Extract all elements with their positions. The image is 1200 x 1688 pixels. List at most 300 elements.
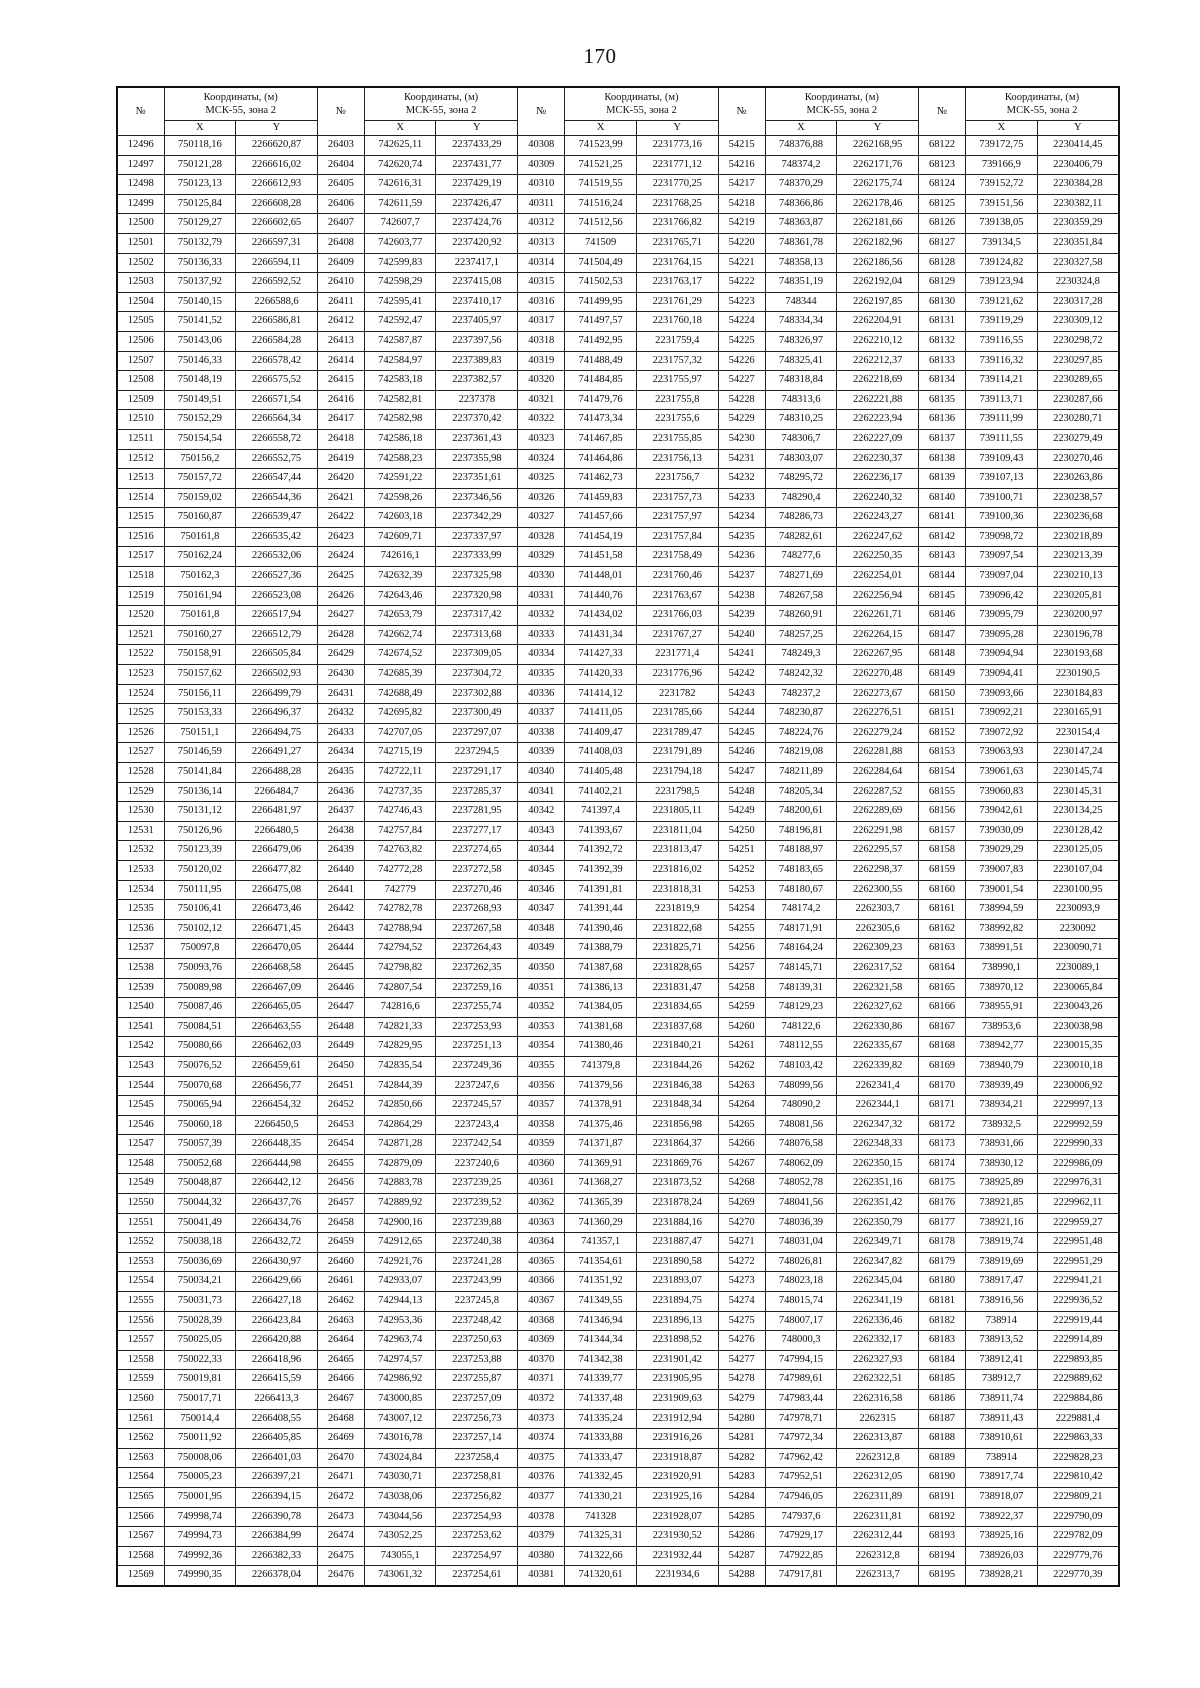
x-coordinate-cell: 748358,13 <box>765 253 837 273</box>
x-coordinate-cell: 748052,78 <box>765 1174 837 1194</box>
point-number-cell: 26403 <box>317 136 364 156</box>
point-number-cell: 40343 <box>518 821 565 841</box>
point-number-cell: 40341 <box>518 782 565 802</box>
x-coordinate-cell: 741379,8 <box>565 1056 637 1076</box>
point-number-cell: 26448 <box>317 1017 364 1037</box>
y-coordinate-cell: 2229863,33 <box>1037 1429 1119 1449</box>
point-number-cell: 68179 <box>919 1252 966 1272</box>
point-number-cell: 26424 <box>317 547 364 567</box>
column-header-x: X <box>966 121 1038 136</box>
x-coordinate-cell: 739094,94 <box>966 645 1038 665</box>
x-coordinate-cell: 748376,88 <box>765 136 837 156</box>
point-number-cell: 26436 <box>317 782 364 802</box>
point-number-cell: 12549 <box>117 1174 164 1194</box>
y-coordinate-cell: 2231894,75 <box>636 1292 718 1312</box>
y-coordinate-cell: 2266463,55 <box>236 1017 318 1037</box>
point-number-cell: 54255 <box>718 919 765 939</box>
point-number-cell: 12509 <box>117 390 164 410</box>
x-coordinate-cell: 748370,29 <box>765 175 837 195</box>
point-number-cell: 68171 <box>919 1096 966 1116</box>
y-coordinate-cell: 2231768,25 <box>636 194 718 214</box>
y-coordinate-cell: 2237270,46 <box>436 880 518 900</box>
x-coordinate-cell: 739116,32 <box>966 351 1038 371</box>
x-coordinate-cell: 741354,61 <box>565 1252 637 1272</box>
point-number-cell: 40334 <box>518 645 565 665</box>
y-coordinate-cell: 2262171,76 <box>837 155 919 175</box>
x-coordinate-cell: 742616,1 <box>364 547 436 567</box>
y-coordinate-cell: 2262344,1 <box>837 1096 919 1116</box>
x-coordinate-cell: 750162,24 <box>164 547 236 567</box>
point-number-cell: 26470 <box>317 1448 364 1468</box>
point-number-cell: 12532 <box>117 841 164 861</box>
y-coordinate-cell: 2266578,42 <box>236 351 318 371</box>
point-number-cell: 68166 <box>919 998 966 1018</box>
x-coordinate-cell: 739096,42 <box>966 586 1038 606</box>
table-row <box>117 214 1119 234</box>
x-coordinate-cell: 747929,17 <box>765 1527 837 1547</box>
y-coordinate-cell: 2231818,31 <box>636 880 718 900</box>
y-coordinate-cell: 2262309,23 <box>837 939 919 959</box>
x-coordinate-cell: 738922,37 <box>966 1507 1038 1527</box>
point-number-cell: 40373 <box>518 1409 565 1429</box>
x-coordinate-cell: 742582,98 <box>364 410 436 430</box>
y-coordinate-cell: 2231909,63 <box>636 1390 718 1410</box>
x-coordinate-cell: 748344 <box>765 292 837 312</box>
x-coordinate-cell: 750126,96 <box>164 821 236 841</box>
x-coordinate-cell: 738918,07 <box>966 1487 1038 1507</box>
y-coordinate-cell: 2262348,33 <box>837 1135 919 1155</box>
x-coordinate-cell: 750005,23 <box>164 1468 236 1488</box>
point-number-cell: 54230 <box>718 429 765 449</box>
x-coordinate-cell: 741408,03 <box>565 743 637 763</box>
y-coordinate-cell: 2230236,68 <box>1037 508 1119 528</box>
point-number-cell: 26414 <box>317 351 364 371</box>
y-coordinate-cell: 2230317,28 <box>1037 292 1119 312</box>
table-row <box>117 1017 1119 1037</box>
x-coordinate-cell: 748303,07 <box>765 449 837 469</box>
x-coordinate-cell: 741420,33 <box>565 665 637 685</box>
point-number-cell: 68186 <box>919 1390 966 1410</box>
point-number-cell: 12506 <box>117 331 164 351</box>
y-coordinate-cell: 2231782 <box>636 684 718 704</box>
point-number-cell: 26459 <box>317 1233 364 1253</box>
point-number-cell: 40322 <box>518 410 565 430</box>
y-coordinate-cell: 2266544,36 <box>236 488 318 508</box>
x-coordinate-cell: 742607,7 <box>364 214 436 234</box>
y-coordinate-cell: 2229936,52 <box>1037 1292 1119 1312</box>
x-coordinate-cell: 748366,86 <box>765 194 837 214</box>
table-row <box>117 1194 1119 1214</box>
y-coordinate-cell: 2230092 <box>1037 919 1119 939</box>
point-number-cell: 68129 <box>919 273 966 293</box>
x-coordinate-cell: 750093,76 <box>164 958 236 978</box>
x-coordinate-cell: 750132,79 <box>164 233 236 253</box>
point-number-cell: 40377 <box>518 1487 565 1507</box>
x-coordinate-cell: 739063,93 <box>966 743 1038 763</box>
table-row <box>117 469 1119 489</box>
point-number-cell: 40367 <box>518 1292 565 1312</box>
point-number-cell: 54272 <box>718 1252 765 1272</box>
y-coordinate-cell: 2262186,56 <box>837 253 919 273</box>
point-number-cell: 26420 <box>317 469 364 489</box>
x-coordinate-cell: 742603,18 <box>364 508 436 528</box>
x-coordinate-cell: 750121,28 <box>164 155 236 175</box>
x-coordinate-cell: 748237,2 <box>765 684 837 704</box>
y-coordinate-cell: 2231755,97 <box>636 371 718 391</box>
point-number-cell: 68161 <box>919 900 966 920</box>
point-number-cell: 26456 <box>317 1174 364 1194</box>
x-coordinate-cell: 741335,24 <box>565 1409 637 1429</box>
y-coordinate-cell: 2262300,55 <box>837 880 919 900</box>
point-number-cell: 40357 <box>518 1096 565 1116</box>
point-number-cell: 68154 <box>919 763 966 783</box>
table-row <box>117 136 1119 156</box>
point-number-cell: 40375 <box>518 1448 565 1468</box>
y-coordinate-cell: 2266616,02 <box>236 155 318 175</box>
x-coordinate-cell: 742611,59 <box>364 194 436 214</box>
column-header-y: Y <box>436 121 518 136</box>
x-coordinate-cell: 741440,76 <box>565 586 637 606</box>
y-coordinate-cell: 2230145,31 <box>1037 782 1119 802</box>
y-coordinate-cell: 2230270,46 <box>1037 449 1119 469</box>
y-coordinate-cell: 2237291,17 <box>436 763 518 783</box>
y-coordinate-cell: 2266575,52 <box>236 371 318 391</box>
y-coordinate-cell: 2230134,25 <box>1037 802 1119 822</box>
x-coordinate-cell: 748310,25 <box>765 410 837 430</box>
y-coordinate-cell: 2266432,72 <box>236 1233 318 1253</box>
y-coordinate-cell: 2266475,08 <box>236 880 318 900</box>
x-coordinate-cell: 742821,33 <box>364 1017 436 1037</box>
y-coordinate-cell: 2231763,17 <box>636 273 718 293</box>
y-coordinate-cell: 2262243,27 <box>837 508 919 528</box>
y-coordinate-cell: 2266390,78 <box>236 1507 318 1527</box>
y-coordinate-cell: 2262315 <box>837 1409 919 1429</box>
y-coordinate-cell: 2229986,09 <box>1037 1154 1119 1174</box>
y-coordinate-cell: 2262287,52 <box>837 782 919 802</box>
point-number-cell: 40376 <box>518 1468 565 1488</box>
x-coordinate-cell: 739100,71 <box>966 488 1038 508</box>
x-coordinate-cell: 743052,25 <box>364 1527 436 1547</box>
table-row <box>117 1154 1119 1174</box>
y-coordinate-cell: 2229770,39 <box>1037 1566 1119 1586</box>
x-coordinate-cell: 748205,34 <box>765 782 837 802</box>
x-coordinate-cell: 750038,18 <box>164 1233 236 1253</box>
point-number-cell: 68190 <box>919 1468 966 1488</box>
point-number-cell: 12551 <box>117 1213 164 1233</box>
y-coordinate-cell: 2262313,7 <box>837 1566 919 1586</box>
x-coordinate-cell: 748363,87 <box>765 214 837 234</box>
y-coordinate-cell: 2266612,93 <box>236 175 318 195</box>
x-coordinate-cell: 741387,68 <box>565 958 637 978</box>
point-number-cell: 68188 <box>919 1429 966 1449</box>
x-coordinate-cell: 739097,04 <box>966 567 1038 587</box>
x-coordinate-cell: 748224,76 <box>765 723 837 743</box>
point-number-cell: 12543 <box>117 1056 164 1076</box>
point-number-cell: 68184 <box>919 1350 966 1370</box>
x-coordinate-cell: 748374,2 <box>765 155 837 175</box>
point-number-cell: 40342 <box>518 802 565 822</box>
y-coordinate-cell: 2237258,81 <box>436 1468 518 1488</box>
y-coordinate-cell: 2229959,27 <box>1037 1213 1119 1233</box>
y-coordinate-cell: 2262267,95 <box>837 645 919 665</box>
x-coordinate-cell: 739007,83 <box>966 860 1038 880</box>
point-number-cell: 26458 <box>317 1213 364 1233</box>
x-coordinate-cell: 741516,24 <box>565 194 637 214</box>
x-coordinate-cell: 741479,76 <box>565 390 637 410</box>
y-coordinate-cell: 2262312,44 <box>837 1527 919 1547</box>
x-coordinate-cell: 741431,34 <box>565 625 637 645</box>
point-number-cell: 54265 <box>718 1115 765 1135</box>
y-coordinate-cell: 2237294,5 <box>436 743 518 763</box>
x-coordinate-cell: 742609,71 <box>364 527 436 547</box>
point-number-cell: 54266 <box>718 1135 765 1155</box>
x-coordinate-cell: 738919,69 <box>966 1252 1038 1272</box>
x-coordinate-cell: 742632,39 <box>364 567 436 587</box>
x-coordinate-cell: 741464,86 <box>565 449 637 469</box>
column-header-x: X <box>164 121 236 136</box>
y-coordinate-cell: 2231920,91 <box>636 1468 718 1488</box>
x-coordinate-cell: 748174,2 <box>765 900 837 920</box>
y-coordinate-cell: 2231757,84 <box>636 527 718 547</box>
point-number-cell: 12566 <box>117 1507 164 1527</box>
point-number-cell: 68158 <box>919 841 966 861</box>
point-number-cell: 54243 <box>718 684 765 704</box>
y-coordinate-cell: 2231773,16 <box>636 136 718 156</box>
y-coordinate-cell: 2262313,87 <box>837 1429 919 1449</box>
y-coordinate-cell: 2262339,82 <box>837 1056 919 1076</box>
point-number-cell: 12548 <box>117 1154 164 1174</box>
point-number-cell: 12552 <box>117 1233 164 1253</box>
x-coordinate-cell: 742598,29 <box>364 273 436 293</box>
x-coordinate-cell: 747937,6 <box>765 1507 837 1527</box>
point-number-cell: 68187 <box>919 1409 966 1429</box>
y-coordinate-cell: 2231761,29 <box>636 292 718 312</box>
point-number-cell: 54278 <box>718 1370 765 1390</box>
x-coordinate-cell: 748112,55 <box>765 1037 837 1057</box>
y-coordinate-cell: 2230287,66 <box>1037 390 1119 410</box>
point-number-cell: 12557 <box>117 1331 164 1351</box>
table-row <box>117 802 1119 822</box>
y-coordinate-cell: 2266470,05 <box>236 939 318 959</box>
y-coordinate-cell: 2262256,94 <box>837 586 919 606</box>
table-row <box>117 155 1119 175</box>
x-coordinate-cell: 748277,6 <box>765 547 837 567</box>
y-coordinate-cell: 2229893,85 <box>1037 1350 1119 1370</box>
point-number-cell: 26409 <box>317 253 364 273</box>
point-number-cell: 12555 <box>117 1292 164 1312</box>
point-number-cell: 68132 <box>919 331 966 351</box>
point-number-cell: 54267 <box>718 1154 765 1174</box>
y-coordinate-cell: 2230263,86 <box>1037 469 1119 489</box>
y-coordinate-cell: 2237302,88 <box>436 684 518 704</box>
table-row <box>117 1429 1119 1449</box>
point-number-cell: 40359 <box>518 1135 565 1155</box>
y-coordinate-cell: 2230279,49 <box>1037 429 1119 449</box>
x-coordinate-cell: 741368,27 <box>565 1174 637 1194</box>
y-coordinate-cell: 2262273,67 <box>837 684 919 704</box>
y-coordinate-cell: 2231789,47 <box>636 723 718 743</box>
x-coordinate-cell: 741360,29 <box>565 1213 637 1233</box>
y-coordinate-cell: 2237248,42 <box>436 1311 518 1331</box>
x-coordinate-cell: 741497,57 <box>565 312 637 332</box>
y-coordinate-cell: 2237420,92 <box>436 233 518 253</box>
column-group-header-coordinates <box>765 87 918 121</box>
point-number-cell: 12563 <box>117 1448 164 1468</box>
x-coordinate-cell: 742782,78 <box>364 900 436 920</box>
table-row <box>117 880 1119 900</box>
x-coordinate-cell: 742603,77 <box>364 233 436 253</box>
y-coordinate-cell: 2229992,59 <box>1037 1115 1119 1135</box>
point-number-cell: 12517 <box>117 547 164 567</box>
table-row <box>117 821 1119 841</box>
y-coordinate-cell: 2262335,67 <box>837 1037 919 1057</box>
x-coordinate-cell: 742583,18 <box>364 371 436 391</box>
point-number-cell: 40347 <box>518 900 565 920</box>
y-coordinate-cell: 2237405,97 <box>436 312 518 332</box>
point-number-cell: 26474 <box>317 1527 364 1547</box>
table-row <box>117 1350 1119 1370</box>
point-number-cell: 12502 <box>117 253 164 273</box>
y-coordinate-cell: 2262341,4 <box>837 1076 919 1096</box>
point-number-cell: 26451 <box>317 1076 364 1096</box>
y-coordinate-cell: 2231896,13 <box>636 1311 718 1331</box>
x-coordinate-cell: 748196,81 <box>765 821 837 841</box>
x-coordinate-cell: 739151,56 <box>966 194 1038 214</box>
y-coordinate-cell: 2262247,62 <box>837 527 919 547</box>
point-number-cell: 40344 <box>518 841 565 861</box>
y-coordinate-cell: 2266494,75 <box>236 723 318 743</box>
x-coordinate-cell: 741325,31 <box>565 1527 637 1547</box>
x-coordinate-cell: 739030,09 <box>966 821 1038 841</box>
y-coordinate-cell: 2237417,1 <box>436 253 518 273</box>
point-number-cell: 40335 <box>518 665 565 685</box>
y-coordinate-cell: 2230165,91 <box>1037 704 1119 724</box>
x-coordinate-cell: 750014,4 <box>164 1409 236 1429</box>
point-number-cell: 40380 <box>518 1546 565 1566</box>
x-coordinate-cell: 742595,41 <box>364 292 436 312</box>
x-coordinate-cell: 739111,99 <box>966 410 1038 430</box>
y-coordinate-cell: 2266454,32 <box>236 1096 318 1116</box>
x-coordinate-cell: 742829,95 <box>364 1037 436 1057</box>
point-number-cell: 40338 <box>518 723 565 743</box>
point-number-cell: 12497 <box>117 155 164 175</box>
y-coordinate-cell: 2262350,79 <box>837 1213 919 1233</box>
x-coordinate-cell: 742900,16 <box>364 1213 436 1233</box>
table-row <box>117 900 1119 920</box>
x-coordinate-cell: 741504,49 <box>565 253 637 273</box>
y-coordinate-cell: 2266539,47 <box>236 508 318 528</box>
point-number-cell: 26407 <box>317 214 364 234</box>
x-coordinate-cell: 741365,39 <box>565 1194 637 1214</box>
x-coordinate-cell: 742883,78 <box>364 1174 436 1194</box>
x-coordinate-cell: 738991,51 <box>966 939 1038 959</box>
y-coordinate-cell: 2266517,94 <box>236 606 318 626</box>
y-coordinate-cell: 2237378 <box>436 390 518 410</box>
table-row <box>117 351 1119 371</box>
point-number-cell: 12544 <box>117 1076 164 1096</box>
point-number-cell: 12507 <box>117 351 164 371</box>
table-row <box>117 684 1119 704</box>
y-coordinate-cell: 2266527,36 <box>236 567 318 587</box>
x-coordinate-cell: 741523,99 <box>565 136 637 156</box>
point-number-cell: 54219 <box>718 214 765 234</box>
point-number-cell: 54242 <box>718 665 765 685</box>
point-number-cell: 12520 <box>117 606 164 626</box>
x-coordinate-cell: 742944,13 <box>364 1292 436 1312</box>
point-number-cell: 12526 <box>117 723 164 743</box>
x-coordinate-cell: 741380,46 <box>565 1037 637 1057</box>
point-number-cell: 26410 <box>317 273 364 293</box>
y-coordinate-cell: 2262250,35 <box>837 547 919 567</box>
y-coordinate-cell: 2230089,1 <box>1037 958 1119 978</box>
x-coordinate-cell: 750036,69 <box>164 1252 236 1272</box>
point-number-cell: 12546 <box>117 1115 164 1135</box>
y-coordinate-cell: 2231759,4 <box>636 331 718 351</box>
point-number-cell: 68189 <box>919 1448 966 1468</box>
y-coordinate-cell: 2262264,15 <box>837 625 919 645</box>
x-coordinate-cell: 742921,76 <box>364 1252 436 1272</box>
x-coordinate-cell: 750052,68 <box>164 1154 236 1174</box>
point-number-cell: 54237 <box>718 567 765 587</box>
x-coordinate-cell: 739094,41 <box>966 665 1038 685</box>
column-group-header-coordinates <box>364 87 517 121</box>
point-number-cell: 40350 <box>518 958 565 978</box>
x-coordinate-cell: 739100,36 <box>966 508 1038 528</box>
table-row <box>117 1213 1119 1233</box>
point-number-cell: 26438 <box>317 821 364 841</box>
point-number-cell: 68123 <box>919 155 966 175</box>
point-number-cell: 40326 <box>518 488 565 508</box>
x-coordinate-cell: 749990,35 <box>164 1566 236 1586</box>
table-row <box>117 1331 1119 1351</box>
y-coordinate-cell: 2262192,04 <box>837 273 919 293</box>
point-number-cell: 68170 <box>919 1076 966 1096</box>
y-coordinate-cell: 2231932,44 <box>636 1546 718 1566</box>
point-number-cell: 40311 <box>518 194 565 214</box>
x-coordinate-cell: 748271,69 <box>765 567 837 587</box>
y-coordinate-cell: 2229990,33 <box>1037 1135 1119 1155</box>
x-coordinate-cell: 742794,52 <box>364 939 436 959</box>
point-number-cell: 40348 <box>518 919 565 939</box>
y-coordinate-cell: 2262254,01 <box>837 567 919 587</box>
point-number-cell: 68167 <box>919 1017 966 1037</box>
table-row <box>117 449 1119 469</box>
point-number-cell: 12535 <box>117 900 164 920</box>
point-number-cell: 54239 <box>718 606 765 626</box>
y-coordinate-cell: 2266481,97 <box>236 802 318 822</box>
point-number-cell: 26419 <box>317 449 364 469</box>
point-number-cell: 12505 <box>117 312 164 332</box>
point-number-cell: 68139 <box>919 469 966 489</box>
x-coordinate-cell: 741462,73 <box>565 469 637 489</box>
y-coordinate-cell: 2231898,52 <box>636 1331 718 1351</box>
y-coordinate-cell: 2229919,44 <box>1037 1311 1119 1331</box>
point-number-cell: 54286 <box>718 1527 765 1547</box>
point-number-cell: 26440 <box>317 860 364 880</box>
x-coordinate-cell: 741349,55 <box>565 1292 637 1312</box>
y-coordinate-cell: 2262351,16 <box>837 1174 919 1194</box>
x-coordinate-cell: 742685,39 <box>364 665 436 685</box>
point-number-cell: 12536 <box>117 919 164 939</box>
y-coordinate-cell: 2266450,5 <box>236 1115 318 1135</box>
y-coordinate-cell: 2237255,74 <box>436 998 518 1018</box>
point-number-cell: 40351 <box>518 978 565 998</box>
x-coordinate-cell: 739061,63 <box>966 763 1038 783</box>
y-coordinate-cell: 2237239,88 <box>436 1213 518 1233</box>
x-coordinate-cell: 750152,29 <box>164 410 236 430</box>
point-number-cell: 40312 <box>518 214 565 234</box>
x-coordinate-cell: 750102,12 <box>164 919 236 939</box>
